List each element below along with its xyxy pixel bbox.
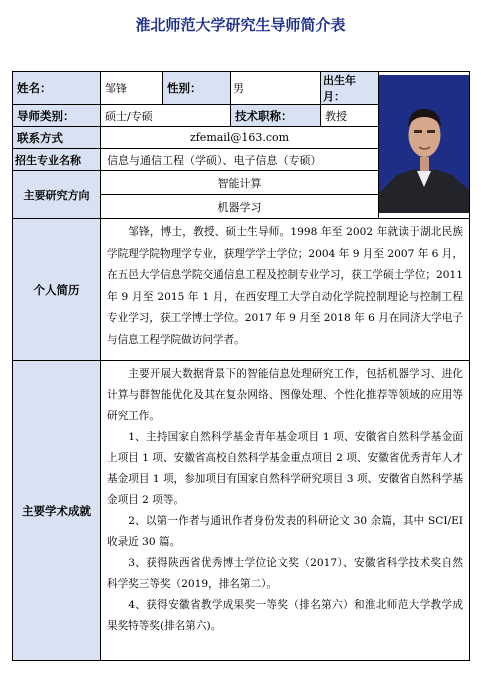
- achievements-content: [101, 361, 470, 661]
- rank-label: 技术职称：: [231, 105, 321, 127]
- achievement-item-1: 1、主持国家自然科学基金青年基金项目 1 项、安徽省自然科学基金面上项目 1 项、安徽省高校自然科学基金重点项目 2 项、安徽省优秀青年人才基金项目 1 项，参加项目有国家自然科学研究项目 3 项、安徽省自然科学基金项目 2 项等。: [107, 431, 463, 506]
- name-label: 姓名：: [13, 72, 101, 105]
- mentor-type-label: 导师类别：: [13, 105, 101, 127]
- birth-label: 出生年月：: [321, 72, 379, 105]
- contact-value: zfemail@163.com: [101, 127, 379, 149]
- major-value: 信息与通信工程（学硕）、电子信息（专硕）: [101, 149, 379, 171]
- bio-label: 个人简历: [13, 219, 101, 361]
- achievement-intro: 主要开展大数据背景下的智能信息处理研究工作，包括机器学习、进化计算与群智能优化及其在复杂网络、图像处理、个性化推荐等领域的应用等研究工作。: [107, 368, 463, 422]
- research-item-2: 机器学习: [101, 195, 379, 219]
- gender-value: [231, 72, 321, 105]
- portrait-photo: [379, 75, 470, 213]
- achievement-item-4: 4、获得安徽省教学成果奖一等奖（排名第六）和淮北师范大学教学成果奖特等奖(排名第六)。: [107, 599, 463, 632]
- bio-text: 邹锋，博士，教授、硕士生导师。1998 年至 2002 年就读于湖北民族学院理学院物理学专业，获理学学士学位；2004 年 9 月至 2007 年 6 月，在五邑大学信息学院交通信息工程及控制专业学习，获工学硕士学位；2011 年 9 月至 2015 年 1 月，在西安理工大学自动化学院控制理论与控制工程专业学习，获工学博士学位。2017 年 9 月至 2018 年 6 月在同济大学电子与信息工程学院做访问学者。: [107, 226, 463, 346]
- page-title: 淮北师范大学研究生导师简介表: [135, 16, 346, 34]
- profile-table: [12, 71, 470, 661]
- achievement-item-2: 2、以第一作者与通讯作者身份发表的科研论文 30 余篇，其中 SCI/EI 收录近 30 篇。: [107, 515, 463, 548]
- gender-label: 性别：: [163, 72, 231, 105]
- research-label: 主要研究方向: [13, 171, 101, 219]
- photo-cell: [379, 72, 470, 219]
- major-label: 招生专业名称: [13, 149, 101, 171]
- contact-label: 联系方式: [13, 127, 101, 149]
- bio-content: [101, 219, 470, 361]
- rank-value: 教授: [321, 105, 379, 127]
- gender-text: 男: [233, 82, 244, 95]
- achievements-label: 主要学术成就: [13, 361, 101, 661]
- achievement-item-3: 3、获得陕西省优秀博士学位论文奖（2017）、安徽省科学技术奖自然科学奖三等奖（2019，排名第二）。: [107, 557, 463, 590]
- name-value: 邹锋: [101, 72, 163, 105]
- research-item-1: 智能计算: [101, 171, 379, 195]
- mentor-type-value: 硕士/专硕: [101, 105, 231, 127]
